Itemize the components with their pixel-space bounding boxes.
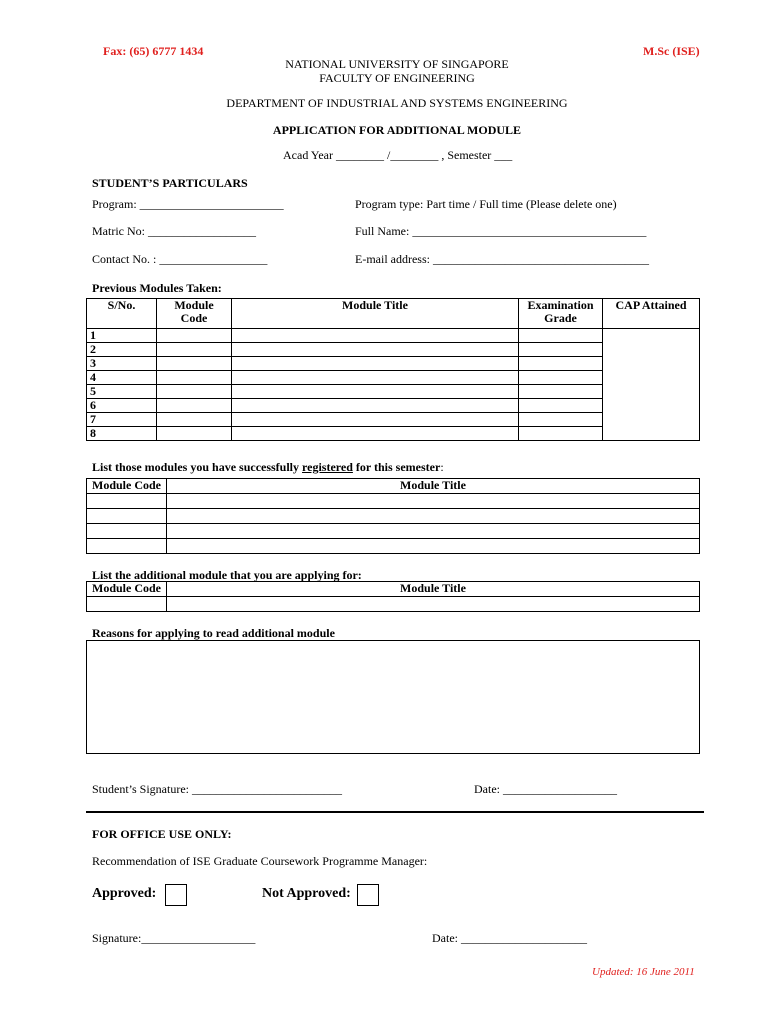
cell-module-title[interactable]	[167, 524, 700, 539]
fax-number: Fax: (65) 6777 1434	[103, 44, 204, 58]
col-header-module-title: Module Title	[232, 299, 519, 329]
full-name-field[interactable]: Full Name: _______________________________________	[355, 224, 647, 238]
registered-heading-post: for this semester	[352, 460, 441, 474]
previous-modules-heading: Previous Modules Taken:	[92, 281, 222, 295]
cell-module-code[interactable]	[157, 385, 232, 399]
cell-module-code[interactable]	[157, 413, 232, 427]
office-date-field[interactable]: Date: _____________________	[432, 931, 587, 945]
cell-module-title[interactable]	[232, 427, 519, 441]
approved-label: Approved:	[92, 886, 157, 901]
col-header-module-title: Module Title	[167, 479, 700, 494]
registered-modules-heading	[92, 460, 444, 475]
particulars-heading: STUDENT’S PARTICULARS	[92, 176, 248, 190]
registered-heading-pre: List those modules you have successfully	[92, 460, 303, 474]
cell-exam-grade[interactable]	[519, 399, 603, 413]
previous-modules-table	[86, 298, 700, 441]
additional-module-heading: List the additional module that you are applying for:	[92, 568, 362, 582]
cell-module-code[interactable]	[157, 357, 232, 371]
reasons-textarea[interactable]	[86, 640, 700, 754]
col-header-module-title: Module Title	[167, 582, 700, 597]
cell-module-title[interactable]	[232, 343, 519, 357]
cell-module-code[interactable]	[87, 494, 167, 509]
cell-module-code[interactable]	[157, 343, 232, 357]
cell-module-code[interactable]	[157, 371, 232, 385]
cell-module-title[interactable]	[167, 597, 700, 612]
cell-module-title[interactable]	[167, 509, 700, 524]
col-header-module-code: Module Code	[87, 582, 167, 597]
program-type-field[interactable]: Program type: Part time / Full time (Please delete one)	[355, 197, 617, 211]
student-date-field[interactable]: Date: ___________________	[474, 782, 617, 796]
office-signature-field[interactable]: Signature:___________________	[92, 931, 256, 945]
student-signature-field[interactable]: Student’s Signature: _________________________	[92, 782, 342, 796]
table-row[interactable]	[87, 494, 700, 509]
university-name: NATIONAL UNIVERSITY OF SINGAPORE	[285, 57, 509, 71]
row-number: 2	[87, 343, 157, 357]
contact-field[interactable]: Contact No. : __________________	[92, 252, 268, 266]
cell-module-code[interactable]	[87, 597, 167, 612]
office-use-heading: FOR OFFICE USE ONLY:	[92, 827, 232, 841]
department-name: DEPARTMENT OF INDUSTRIAL AND SYSTEMS ENGINEERING	[226, 96, 568, 110]
cell-module-code[interactable]	[87, 524, 167, 539]
col-header-module-code: Module Code	[87, 479, 167, 494]
row-number: 7	[87, 413, 157, 427]
recommendation-text: Recommendation of ISE Graduate Coursework Programme Manager:	[92, 854, 428, 868]
cell-exam-grade[interactable]	[519, 413, 603, 427]
not-approved-checkbox[interactable]	[357, 884, 379, 906]
cell-exam-grade[interactable]	[519, 385, 603, 399]
email-field[interactable]: E-mail address: ____________________________________	[355, 252, 649, 266]
registered-heading-underlined: registered	[302, 460, 353, 474]
cell-module-code[interactable]	[87, 539, 167, 554]
registered-modules-table	[86, 478, 700, 554]
col-header-sno: S/No.	[87, 299, 157, 329]
table-row[interactable]	[87, 524, 700, 539]
updated-date: Updated: 16 June 2011	[592, 966, 695, 978]
row-number: 8	[87, 427, 157, 441]
col-header-cap-attained: CAP Attained	[603, 299, 700, 329]
cell-module-title[interactable]	[232, 385, 519, 399]
table-header-row	[87, 479, 700, 494]
divider	[86, 811, 704, 813]
cell-module-title[interactable]	[232, 329, 519, 343]
approved-checkbox[interactable]	[165, 884, 187, 906]
table-row[interactable]	[87, 539, 700, 554]
cell-exam-grade[interactable]	[519, 427, 603, 441]
program-field[interactable]: Program: ________________________	[92, 197, 284, 211]
cell-module-title[interactable]	[167, 494, 700, 509]
table-row[interactable]	[87, 509, 700, 524]
table-header-row	[87, 299, 700, 329]
not-approved-label: Not Approved:	[262, 886, 351, 901]
row-number: 1	[87, 329, 157, 343]
cell-exam-grade[interactable]	[519, 329, 603, 343]
cell-module-title[interactable]	[232, 399, 519, 413]
cell-cap-attained[interactable]	[603, 329, 700, 441]
table-row[interactable]	[87, 597, 700, 612]
cell-module-title[interactable]	[232, 371, 519, 385]
table-row[interactable]	[87, 329, 700, 343]
cell-module-code[interactable]	[157, 399, 232, 413]
faculty-name: FACULTY OF ENGINEERING	[319, 71, 475, 85]
reasons-heading: Reasons for applying to read additional module	[92, 626, 335, 640]
form-title: APPLICATION FOR ADDITIONAL MODULE	[272, 123, 522, 137]
cell-module-title[interactable]	[232, 357, 519, 371]
table-header-row	[87, 582, 700, 597]
additional-module-table	[86, 581, 700, 612]
row-number: 6	[87, 399, 157, 413]
program-code: M.Sc (ISE)	[643, 44, 700, 58]
cell-exam-grade[interactable]	[519, 371, 603, 385]
cell-module-code[interactable]	[87, 509, 167, 524]
cell-module-title[interactable]	[167, 539, 700, 554]
col-header-exam-grade: Examination Grade	[519, 299, 603, 329]
matric-field[interactable]: Matric No: __________________	[92, 224, 256, 238]
row-number: 3	[87, 357, 157, 371]
col-header-module-code: Module Code	[157, 299, 232, 329]
row-number: 5	[87, 385, 157, 399]
registered-heading-colon: :	[440, 460, 444, 474]
cell-exam-grade[interactable]	[519, 357, 603, 371]
row-number: 4	[87, 371, 157, 385]
cell-module-code[interactable]	[157, 427, 232, 441]
acad-year-line: Acad Year ________ /________ , Semester ___	[283, 148, 513, 162]
cell-module-code[interactable]	[157, 329, 232, 343]
cell-module-title[interactable]	[232, 413, 519, 427]
cell-exam-grade[interactable]	[519, 343, 603, 357]
